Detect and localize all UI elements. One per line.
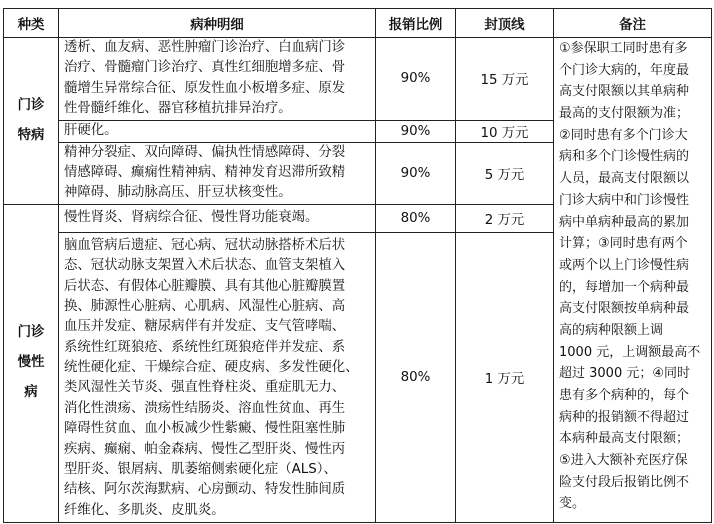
category-text: 特病 (17, 127, 45, 143)
reimbursement-table (3, 8, 712, 523)
note-line: 最高的支付限额为准； (559, 106, 690, 122)
cap-cell: 2 万元 (456, 204, 554, 232)
detail-line: 类风湿性关节炎、强直性脊柱炎、重症肌无力、 (64, 380, 346, 396)
note-line: ⑤进入大额补充医疗保 (559, 453, 688, 469)
note-line: 门诊大病中和门诊慢性 (559, 192, 690, 208)
note-line: 变。 (559, 496, 586, 512)
note-line: 高支付限额以其单病种 (559, 84, 690, 100)
ratio-cell: 90% (376, 120, 456, 142)
category-special (4, 38, 59, 205)
note-line: 人员，最高支付限额以 (559, 171, 690, 187)
detail-line: 肝硬化。 (64, 122, 118, 138)
category-text: 慢性 (17, 355, 45, 371)
note-line: 险支付段后报销比例不 (559, 474, 690, 490)
detail-line: 慢性肾炎、肾病综合征、慢性肾功能衰竭。 (64, 210, 319, 226)
header-category: 种类 (4, 9, 59, 38)
note-line: 病中单病种最高的累加 (559, 214, 690, 230)
detail-line: 疾病、癫痫、帕金森病、慢性乙型肝炎、慢性丙 (64, 441, 346, 457)
detail-cell (59, 232, 376, 522)
note-line: 1000 元，上调额最高不 (559, 344, 701, 360)
detail-line: 透析、血友病、恶性肿瘤门诊治疗、白血病门诊 (64, 40, 346, 55)
ratio-cell: 90% (376, 142, 456, 204)
header-row (4, 9, 712, 38)
note-line: 高的病种限额上调 (559, 322, 664, 338)
category-text: 门诊 (17, 97, 45, 113)
detail-line: 障碍性贫血、血小板减少性紫癜、慢性阻塞性肺 (64, 421, 346, 437)
detail-line: 消化性溃疡、溃疡性结肠炎、溶血性贫血、再生 (64, 400, 346, 416)
note-line: 患有多个病种的，每个 (559, 388, 690, 403)
detail-line: 精神分裂症、双向障碍、偏执性情感障碍、分裂 (64, 144, 346, 160)
ratio-cell: 80% (376, 232, 456, 522)
detail-line: 脑血管病后遗症、冠心病、冠状动脉搭桥术后状 (64, 237, 346, 253)
header-notes: 备注 (554, 9, 712, 38)
note-line: ②同时患有多个门诊大 (559, 127, 688, 143)
detail-line: 性骨髓纤维化、器官移植抗排异治疗。 (64, 101, 292, 117)
cap-cell: 1 万元 (456, 232, 554, 522)
note-line: ①参保职工同时患有多 (559, 41, 688, 56)
ratio-cell: 80% (376, 204, 456, 232)
detail-line: 态、冠状动脉支架置入术后状态、血管支架植入 (64, 258, 346, 274)
category-text: 门诊 (17, 325, 45, 341)
note-line: 的，每增加一个病种最 (559, 279, 690, 295)
note-line: 高支付限额按单病种最 (559, 301, 690, 317)
category-text: 病 (24, 385, 38, 401)
detail-line: 换、肺源性心脏病、心肌病、风湿性心脏病、高 (64, 298, 346, 314)
note-line: 或两个以上门诊慢性病 (559, 257, 690, 273)
cap-cell: 5 万元 (456, 142, 554, 204)
detail-cell (59, 142, 376, 204)
note-line: 超过 3000 元；④同时 (559, 366, 691, 382)
header-cap: 封顶线 (456, 9, 554, 38)
table-row (4, 38, 712, 121)
detail-line: 髓增生异常综合征、原发性血小板增多症、原发 (64, 80, 346, 96)
note-line: 个门诊大病的，年度最 (559, 62, 690, 78)
detail-cell (59, 120, 376, 142)
header-detail: 病种明细 (59, 9, 376, 38)
notes-cell (554, 38, 712, 523)
cap-cell: 10 万元 (456, 120, 554, 142)
detail-line: 结核、阿尔茨海默病、心房颤动、特发性肺间质 (64, 482, 346, 498)
detail-line: 血压并发症、糖尿病伴有并发症、支气管哮喘、 (64, 319, 346, 335)
note-line: 计算；③同时患有两个 (559, 236, 688, 252)
detail-cell (59, 38, 376, 121)
detail-line: 情感障碍、癫痫性精神病、精神发育迟滞所致精 (64, 164, 346, 180)
note-line: 病和多个门诊慢性病的 (559, 149, 690, 165)
detail-line: 统性硬化症、干燥综合症、硬皮病、多发性硬化、 (64, 360, 359, 376)
cap-cell: 15 万元 (456, 38, 554, 121)
note-line: 本病种最高支付限额； (559, 431, 690, 447)
header-ratio: 报销比例 (376, 9, 456, 38)
category-chronic (4, 204, 59, 522)
detail-cell (59, 204, 376, 232)
detail-line: 系统性红斑狼疮、系统性红斑狼疮伴并发症、系 (64, 339, 346, 355)
detail-line: 治疗、骨髓瘤门诊治疗、真性红细胞增多症、骨 (64, 60, 346, 76)
ratio-cell: 90% (376, 38, 456, 121)
note-line: 病种的报销额不得超过 (559, 409, 690, 425)
detail-line: 型肝炎、银屑病、肌萎缩侧索硬化症（ALS）、 (64, 462, 337, 478)
detail-line: 纤维化、多肌炎、皮肌炎。 (64, 502, 225, 518)
detail-line: 神障碍、肺动脉高压、肝豆状核变性。 (64, 185, 292, 201)
detail-line: 后状态、有假体心脏瓣膜、具有其他心脏瓣膜置 (64, 278, 346, 294)
